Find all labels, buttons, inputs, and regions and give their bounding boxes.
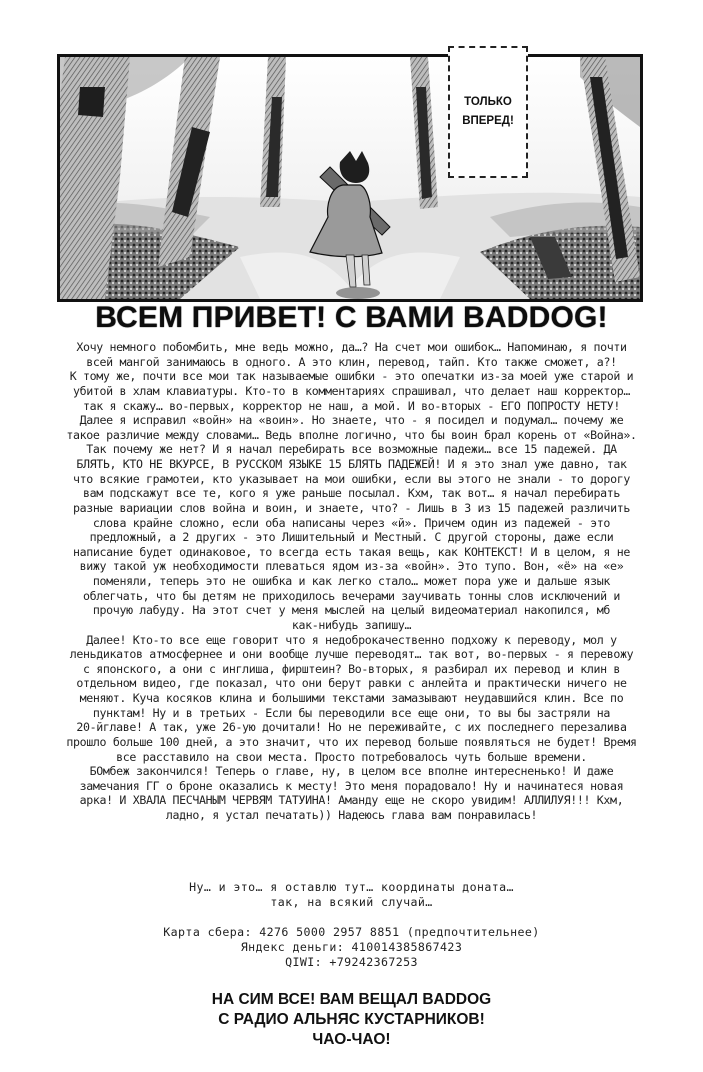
outro-line: С РАДИО АЛЬНЯС КУСТАРНИКОВ! xyxy=(218,1011,485,1028)
body-line: убитой в хлам клавиатуры. Кто-то в комментариях спрашивал, что делает наш корректор… xyxy=(73,383,630,398)
body-line: все расставило на свои места. Просто потребовалось чуть больше времени. xyxy=(116,749,587,764)
body-line: предложный, а 2 других - это Лишительный и Местный. С другой стороны, даже если xyxy=(89,530,614,545)
body-line: облегчать, что бы детям не приходилось вечерами заучивать тонны слов исключений и xyxy=(82,588,621,603)
donation-info xyxy=(0,880,703,970)
body-line: Далее! Кто-то все еще говорит что я недоброкачественно подхожу к переводу, мол у xyxy=(86,632,617,647)
body-line: БЛЯТЬ, КТО НЕ ВКУРСЕ, В РУССКОМ ЯЗЫКЕ 15 БЛЯТЬ ПАДЕЖЕЙ! И я это знал уже давно, так xyxy=(76,457,627,471)
body-line: такое различие между словами… Ведь вполне логично, что бы воин брал корень от «Война». xyxy=(66,427,637,442)
body-line: всей мангой занимаюсь в одного. А это клин, перевод, тайп. Кто также сможет, а?! xyxy=(86,354,617,369)
body-line: К тому же, почти все мои так называемые ошибки - это опечатки из-за моей уже старой и xyxy=(69,369,634,384)
body-line: слова крайне сложно, если оба написаны через «й». Причем один из падежей - это xyxy=(92,515,611,530)
body-line: так я скажу… во-первых, корректор не наш, а мой. И во-вторых - ЕГО ПОПРОСТУ НЕТУ! xyxy=(82,398,621,413)
body-line: с японского, а они с инглиша, фирштеин? Во-вторых, я разбирал их перевод и клин в xyxy=(82,661,621,676)
body-line: арка! И ХВАЛА ПЕСЧАНЫМ ЧЕРВЯМ ТАТУИНА! Аманду еще не скоро увидим! АЛЛИЛУЯ!!! Кхм, xyxy=(79,793,624,808)
body-line: меняют. Куча косяков клина и большими текстами замазывают неудавшийся клин. Все по xyxy=(79,691,624,705)
body-line: ладно, я устал печатать)) Надеюсь глава вам понравилась! xyxy=(165,808,538,822)
body-line: прочую лабуду. На этот счет у меня мыслей на целый видеоматериал накопился, мб xyxy=(92,603,611,618)
body-line: поменяли, теперь это не ошибка и как легко стало… может пора уже и дальше язык xyxy=(92,574,611,588)
body-line: замечания ГГ о броне оказались к месту! Это меня порадовало! Ну и начинатеся новая xyxy=(79,778,624,793)
outro-line: НА СИМ ВСЕ! ВАМ ВЕЩАЛ BADDOG xyxy=(211,991,492,1008)
caption-line: ВПЕРЕД! xyxy=(462,115,514,127)
body-line: Хочу немного побомбить, мне ведь можно, да…? На счет мои ошибок… Напоминаю, я почти xyxy=(76,340,627,354)
body-line: разные вариации слов война и воин, и знаете, что? - Лишь в 3 из 15 падежей различить xyxy=(73,500,630,515)
body-line: вам подскажут все те, кого я уже раньше посылал. Кхм, так вот… я начал перебирать xyxy=(82,486,621,501)
translator-note xyxy=(6,340,697,823)
body-line: 20-йглаве! А так, уже 26-ую дочитали! Но не переживайте, с их последнего перезалива xyxy=(76,720,627,735)
page-title: ВСЕМ ПРИВЕТ! С ВАМИ BADDOG! xyxy=(95,301,608,334)
body-line: вижу такой уж необходимости плеваться ядом из-за «войн». Это тупо. Вон, «ё» на «е» xyxy=(79,559,624,574)
caption-box xyxy=(448,46,528,178)
donate-qiwi: QIWI: +79242367253 xyxy=(285,955,418,969)
body-line: прошло больше 100 дней, а это значит, что их перевод больше появляться не будет! Время xyxy=(66,734,637,749)
body-line: что всякие грамотеи, кто указывает на мои ошибки, если вы этого не знали - то дорогу xyxy=(73,471,630,486)
donate-yandex-money: Яндекс деньги: 410014385867423 xyxy=(240,940,463,954)
body-line: отдельном видео, где показал, что они берут равки с анлейта и практически ничего не xyxy=(76,676,627,691)
body-line: как-нибудь запишу… xyxy=(291,617,412,632)
forest-path-illustration xyxy=(60,57,640,299)
closing-message xyxy=(0,990,703,1050)
body-line: Так почему же нет? И я начал перебирать все возможные падежи… все 15 падежей. ДА xyxy=(86,442,617,457)
manga-panel xyxy=(57,54,643,302)
outro-line: ЧАО-ЧАО! xyxy=(312,1031,391,1048)
body-line: пунктам! Ну и в третьих - Если бы переводили все еще они, то вы бы застряли на xyxy=(92,705,611,720)
donate-intro-line: Ну… и это… я оставлю тут… координаты доната… xyxy=(189,880,514,894)
body-line: БОмбеж закончился! Теперь о главе, ну, в целом все вполне интересненько! И даже xyxy=(89,764,614,779)
body-line: Далее я исправил «войн» на «воин». Но знаете, что - я посидел и подумал… почему же xyxy=(79,413,624,428)
donate-intro-line: так, на всякий случай… xyxy=(270,895,433,909)
body-line: леньдикатов атмосфернее и они вообще лучше переводят… так вот, во-первых - я перевожу xyxy=(69,647,634,662)
spacer xyxy=(0,910,703,925)
body-line: написание будет одинаковое, то всегда есть такая вещь, как КОНТЕКСТ! И в целом, я не xyxy=(73,544,630,559)
donate-sber-card: Карта сбера: 4276 5000 2957 8851 (предпочтительнее) xyxy=(163,925,540,939)
caption-line: ТОЛЬКО xyxy=(464,96,512,108)
